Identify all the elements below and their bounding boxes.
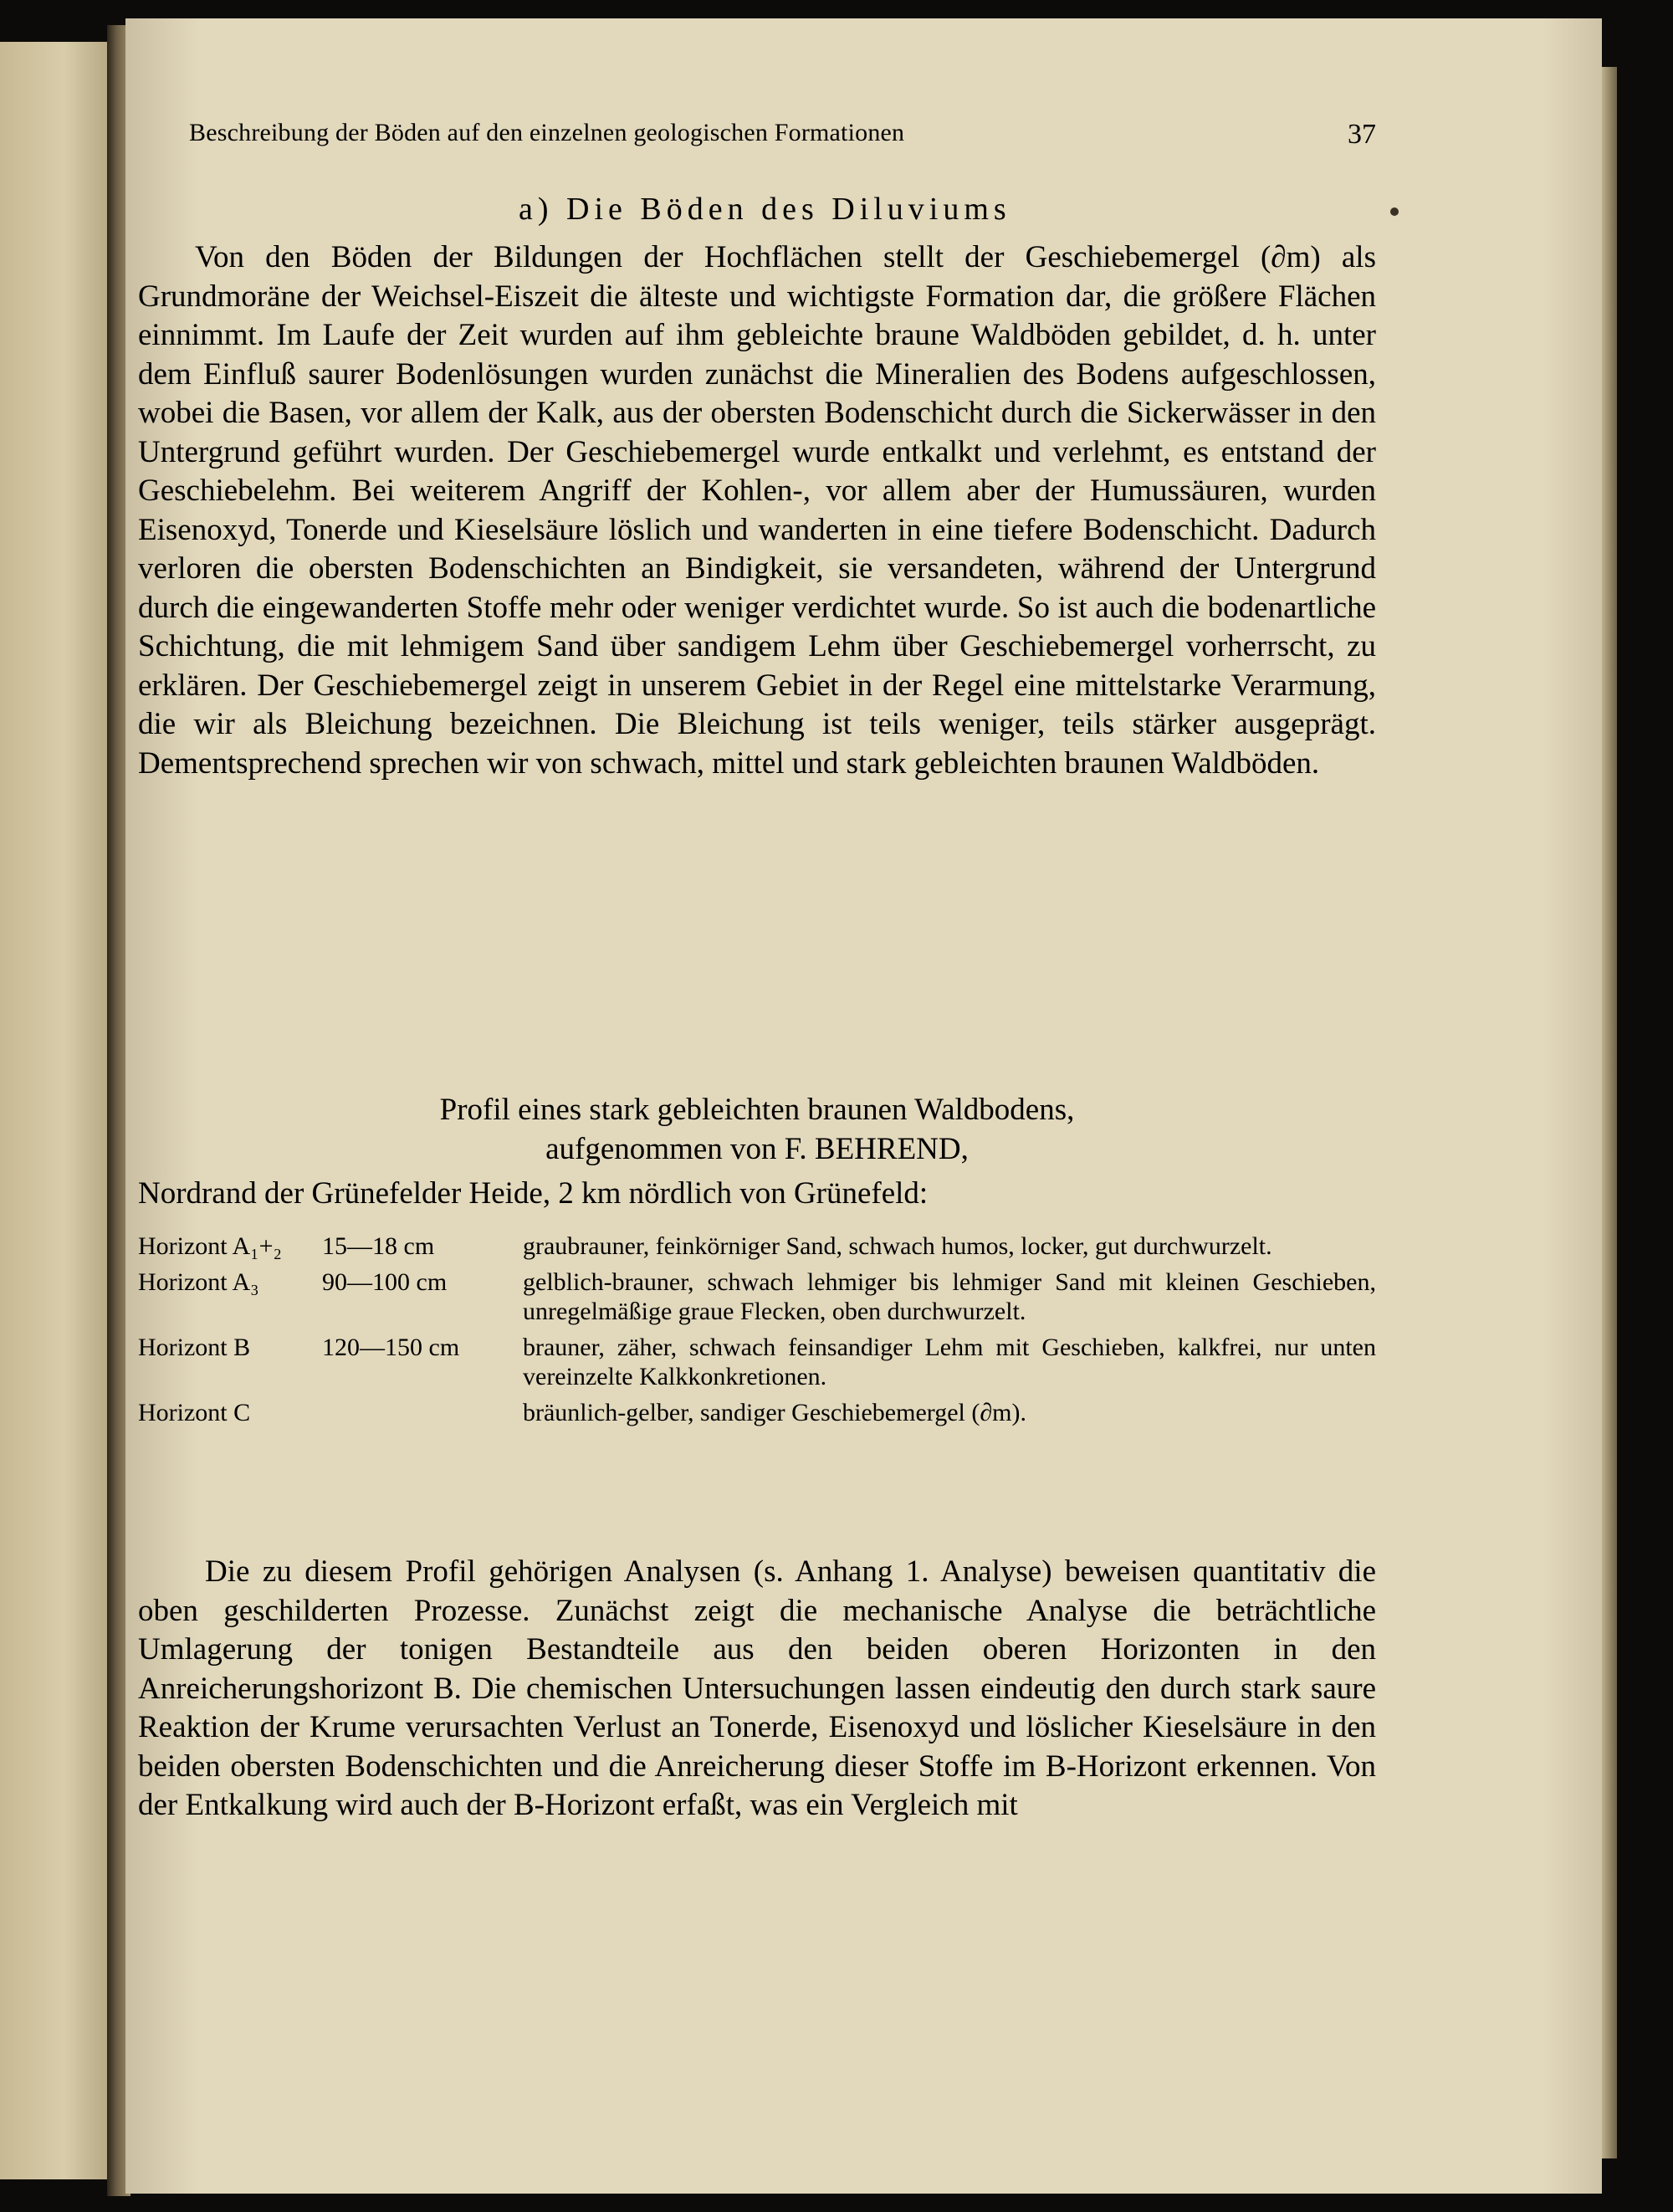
horizon-description: bräunlich-gelber, sandiger Geschiebemergel (∂m). <box>523 1399 1026 1426</box>
horizon-depth: 15—18 cm <box>322 1232 435 1260</box>
horizon-name: Horizont C <box>138 1399 251 1426</box>
horizon-table <box>138 1231 1376 1434</box>
body-paragraph-1: Von den Böden der Bildungen der Hochflächen stellt der Geschiebemergel (∂m) als Grundmoräne der Weichsel-Eiszeit die älteste und wichtigste Formation dar, die größere Flächen einnimmt. Im Laufe der Zeit wurden auf ihm gebleichte braune Waldböden gebildet, d. h. unter dem Einfluß saurer Bodenlösungen wurden zunächst die Mineralien des Bodens aufgeschlossen, wobei die Basen, vor allem der Kalk, aus der obersten Bodenschicht durch die Sickerwässer in den Untergrund geführt wurden. Der Geschiebemergel wurde entkalkt und verlehmt, es entstand der Geschiebelehm. Bei weiterem Angriff der Kohlen-, vor allem aber der Humussäuren, wurden Eisenoxyd, Tonerde und Kieselsäure löslich und wanderten in eine tiefere Bodenschicht. Dadurch verloren die obersten Bodenschichten an Bindigkeit, sie versandeten, während der Untergrund durch die eingewanderten Stoffe mehr oder weniger verdichtet wurde. So ist auch die bodenartliche Schichtung, die mit lehmigem Sand über sandigem Lehm über Geschiebemergel vorherrscht, zu erklären. Der Geschiebemergel zeigt in unserem Gebiet in der Regel eine mittelstarke Verarmung, die wir als Bleichung bezeichnen. Die Bleichung ist teils weniger, teils stärker ausgeprägt. Dementsprechend sprechen wir von schwach, mittel und stark gebleichten braunen Waldböden. <box>138 240 1376 781</box>
profile-title-line-1: Profil eines stark gebleichten braunen Waldbodens, <box>439 1093 1075 1127</box>
page-stack-edge <box>1602 67 1617 2158</box>
profile-title-line-3: Nordrand der Grünefelder Heide, 2 km nördlich von Grünefeld: <box>138 1176 929 1211</box>
horizon-depth: 120—150 cm <box>322 1334 460 1361</box>
running-head: Beschreibung der Böden auf den einzelnen geologischen Formationen <box>189 119 905 146</box>
horizon-description: gelblich-brauner, schwach lehmiger bis lehmiger Sand mit kleinen Geschieben, unregelmäßige graue Flecken, oben durchwurzelt. <box>523 1268 1376 1325</box>
horizon-depth <box>322 1398 523 1427</box>
horizon-name: Horizont A₃ <box>138 1268 259 1296</box>
horizon-depth: 90—100 cm <box>322 1268 448 1296</box>
horizon-description: graubrauner, feinkörniger Sand, schwach humos, locker, gut durchwurzelt. <box>523 1232 1272 1260</box>
profile-title-line-2: aufgenommen von F. BEHREND, <box>545 1132 969 1166</box>
table-row <box>138 1398 1376 1427</box>
table-row <box>138 1333 1376 1391</box>
section-heading: a) Die Böden des Diluviums <box>519 192 1011 227</box>
page-number: 37 <box>1348 119 1376 150</box>
body-paragraph-2: Die zu diesem Profil gehörigen Analysen (s. Anhang 1. Analyse) beweisen quantitativ die oben geschilderten Prozesse. Zunächst zeigt die mechanische Analyse die beträchtliche Umlagerung der tonigen Bestandteile aus den beiden oberen Horizonten in den Anreicherungshorizont B. Die chemischen Untersuchungen lassen eindeutig den durch stark saure Reaktion der Krume verursachten Verlust an Tonerde, Eisenoxyd und löslicher Kieselsäure in den beiden obersten Bodenschichten und die Anreicherung dieser Stoffe im B-Horizont erkennen. Von der Entkalkung wird auch der B-Horizont erfaßt, was ein Vergleich mit <box>138 1554 1376 1822</box>
table-row <box>138 1267 1376 1326</box>
previous-page-edge <box>0 42 107 2179</box>
horizon-description: brauner, zäher, schwach feinsandiger Lehm mit Geschieben, kalkfrei, nur unten vereinzelte Kalkkonkretionen. <box>523 1334 1376 1390</box>
ink-speck <box>1390 207 1399 216</box>
table-row <box>138 1231 1376 1261</box>
horizon-name: Horizont B <box>138 1334 251 1361</box>
horizon-name: Horizont A₁+₂ <box>138 1232 282 1260</box>
